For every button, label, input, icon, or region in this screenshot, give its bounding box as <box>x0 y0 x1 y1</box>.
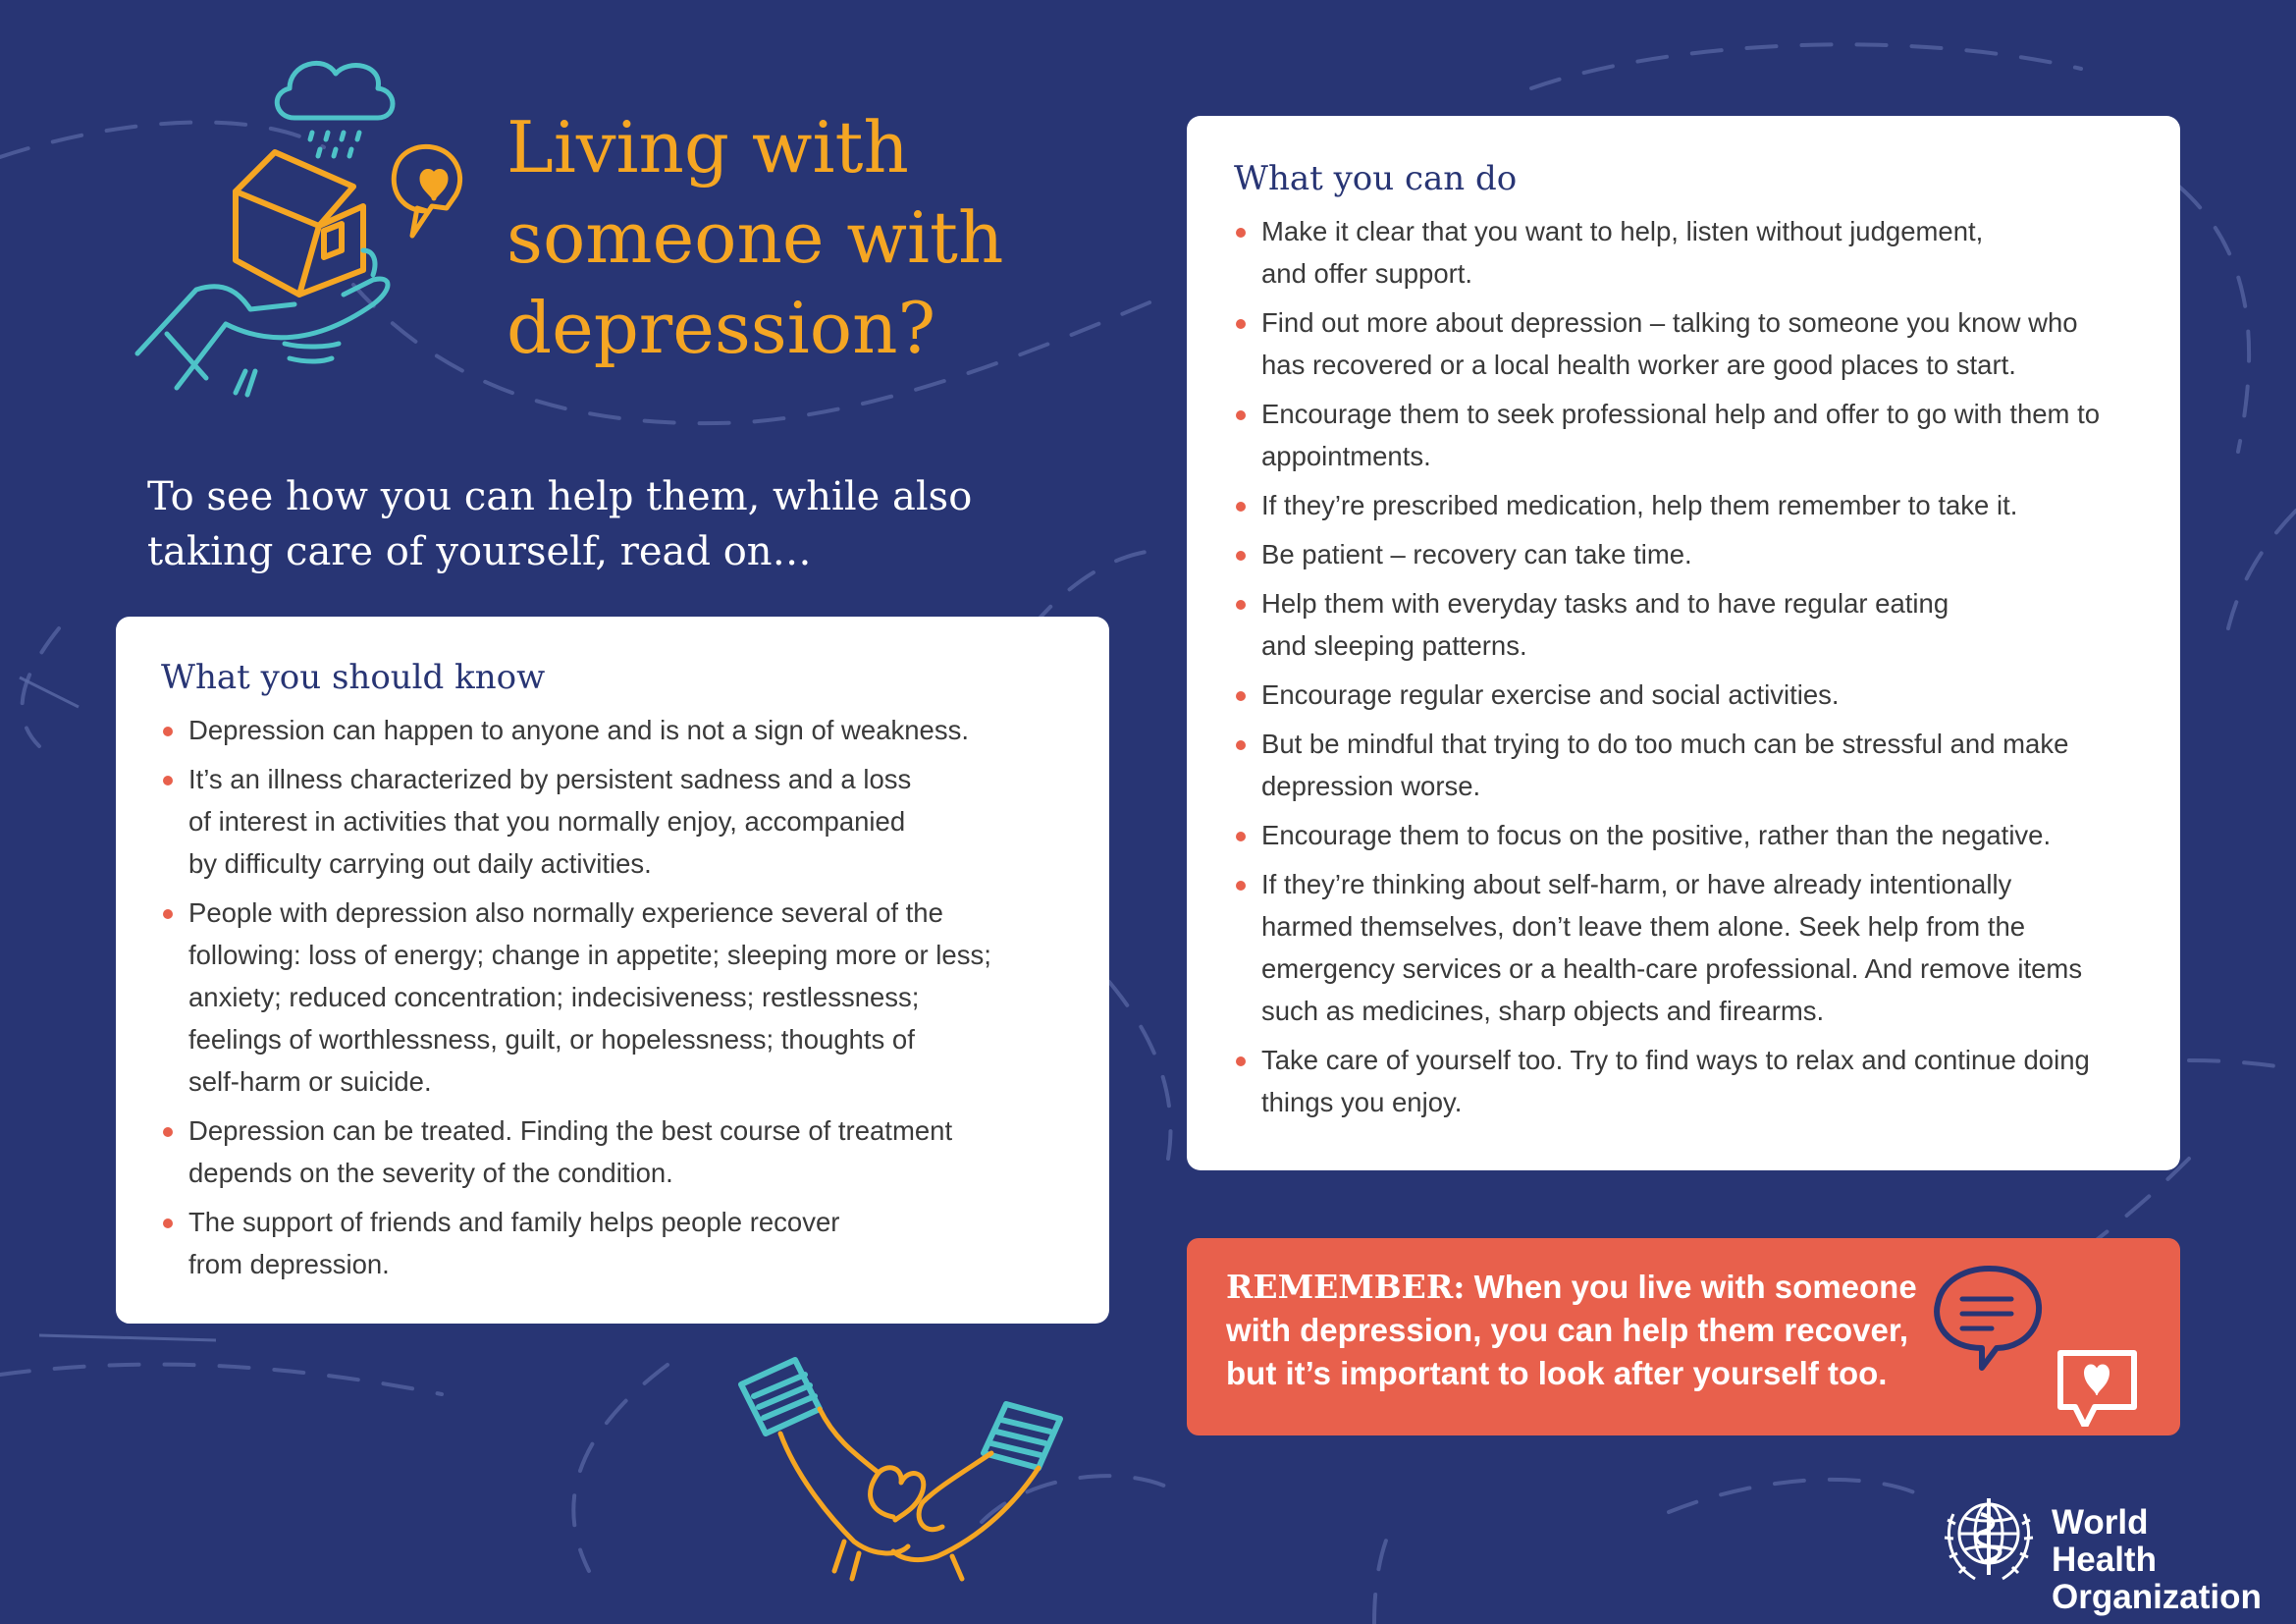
item-line: from depression. <box>188 1249 390 1279</box>
item-line: following: loss of energy; change in appetite; sleeping more or less; <box>188 940 991 970</box>
remember-line <box>1226 1266 1933 1309</box>
item-line: Be patient – recovery can take time. <box>1261 539 1692 569</box>
list-item <box>161 1201 1070 1285</box>
list-item <box>1234 301 2141 386</box>
item-line: Encourage them to seek professional help and offer to go with them to <box>1261 399 2101 429</box>
item-line: Depression can happen to anyone and is not a sign of weakness. <box>188 715 969 745</box>
item-line: If they’re thinking about self-harm, or have already intentionally <box>1261 869 2012 899</box>
what-you-can-do-card <box>1187 116 2180 1170</box>
list-item <box>1234 210 2141 295</box>
bullet-icon <box>1236 600 1246 610</box>
bullet-icon <box>1236 502 1246 512</box>
title-line: someone with <box>507 196 1004 279</box>
item-line: People with depression also normally experience several of the <box>188 897 943 928</box>
rain-cloud-icon <box>277 63 393 156</box>
who-line-1: World Health <box>2052 1503 2157 1579</box>
house-in-hand-icon <box>79 39 491 412</box>
item-line: and offer support. <box>1261 258 1473 289</box>
item-line: Take care of yourself too. Try to find ways to relax and continue doing <box>1261 1045 2090 1075</box>
item-line: If they’re prescribed medication, help them remember to take it. <box>1261 490 2018 520</box>
item-line: by difficulty carrying out daily activities. <box>188 848 652 879</box>
bullet-icon <box>163 909 173 919</box>
do-list <box>1234 210 2141 1123</box>
list-item <box>1234 674 2141 716</box>
card-heading: What you should know <box>161 658 546 697</box>
list-item <box>161 1110 1070 1194</box>
bullet-icon <box>163 776 173 785</box>
heart-speech-bubble-icon <box>394 146 459 236</box>
item-line: But be mindful that trying to do too much can be stressful and make <box>1261 729 2069 759</box>
list-item <box>1234 533 2141 575</box>
list-item <box>1234 582 2141 667</box>
who-wordmark <box>2052 1504 2262 1616</box>
list-item <box>1234 814 2141 856</box>
remember-line-2: with depression, you can help them recover, <box>1226 1312 1909 1348</box>
list-item <box>1234 1039 2141 1123</box>
bullet-icon <box>1236 691 1246 701</box>
item-line: self-harm or suicide. <box>188 1066 432 1097</box>
bullet-icon <box>1236 740 1246 750</box>
list-item <box>161 892 1070 1103</box>
bullet-icon <box>1236 319 1246 329</box>
list-item <box>1234 863 2141 1032</box>
bullet-icon <box>1236 228 1246 238</box>
list-item <box>1234 723 2141 807</box>
bullet-icon <box>1236 881 1246 891</box>
remember-text <box>1226 1266 1933 1395</box>
bullet-icon <box>1236 1056 1246 1066</box>
bullet-icon <box>163 1218 173 1228</box>
who-line-2: Organization <box>2052 1578 2262 1616</box>
item-line: depends on the severity of the condition. <box>188 1158 673 1188</box>
holding-hands-heart-icon <box>726 1345 1080 1591</box>
remember-callout <box>1187 1238 2180 1435</box>
list-item <box>161 758 1070 885</box>
page-title <box>507 102 1135 373</box>
item-line: Make it clear that you want to help, listen without judgement, <box>1261 216 1984 246</box>
bullet-icon <box>163 727 173 736</box>
intro-text <box>147 469 1090 579</box>
list-item <box>1234 393 2141 477</box>
item-line: emergency services or a health-care professional. And remove items <box>1261 953 2083 984</box>
item-line: Help them with everyday tasks and to have regular eating <box>1261 588 1949 619</box>
item-line: of interest in activities that you normally enjoy, accompanied <box>188 806 906 837</box>
who-logo <box>1936 1485 2262 1616</box>
item-line: anxiety; reduced concentration; indecisiveness; restlessness; <box>188 982 920 1012</box>
know-list <box>161 709 1070 1285</box>
item-line: Depression can be treated. Finding the best course of treatment <box>188 1115 953 1146</box>
what-you-should-know-card <box>116 617 1109 1324</box>
who-emblem-icon <box>1936 1485 2042 1591</box>
card-heading: What you can do <box>1234 159 1518 198</box>
item-line: feelings of worthlessness, guilt, or hopelessness; thoughts of <box>188 1024 915 1055</box>
item-line: The support of friends and family helps people recover <box>188 1207 840 1237</box>
item-line: such as medicines, sharp objects and firearms. <box>1261 996 1825 1026</box>
item-line: Encourage regular exercise and social activities. <box>1261 679 1840 710</box>
remember-line-1: When you live with someone <box>1473 1269 1917 1305</box>
bullet-icon <box>1236 551 1246 561</box>
chat-bubble-icon <box>1928 1260 2154 1427</box>
list-item <box>161 709 1070 751</box>
title-line: depression? <box>507 287 936 369</box>
remember-label: REMEMBER: <box>1226 1268 1466 1306</box>
remember-line-3: but it’s important to look after yourself too. <box>1226 1355 1888 1391</box>
item-line: Encourage them to focus on the positive, rather than the negative. <box>1261 820 2052 850</box>
item-line: harmed themselves, don’t leave them alone. Seek help from the <box>1261 911 2026 942</box>
bullet-icon <box>1236 832 1246 841</box>
item-line: depression worse. <box>1261 771 1481 801</box>
intro-line: To see how you can help them, while also <box>147 474 973 519</box>
intro-line: taking care of yourself, read on… <box>147 529 812 574</box>
item-line: has recovered or a local health worker are good places to start. <box>1261 350 2016 380</box>
title-line: Living with <box>507 106 909 189</box>
item-line: appointments. <box>1261 441 1431 471</box>
list-item <box>1234 484 2141 526</box>
bullet-icon <box>163 1127 173 1137</box>
item-line: It’s an illness characterized by persistent sadness and a loss <box>188 764 912 794</box>
item-line: things you enjoy. <box>1261 1087 1463 1117</box>
item-line: and sleeping patterns. <box>1261 630 1527 661</box>
bullet-icon <box>1236 410 1246 420</box>
item-line: Find out more about depression – talking to someone you know who <box>1261 307 2078 338</box>
